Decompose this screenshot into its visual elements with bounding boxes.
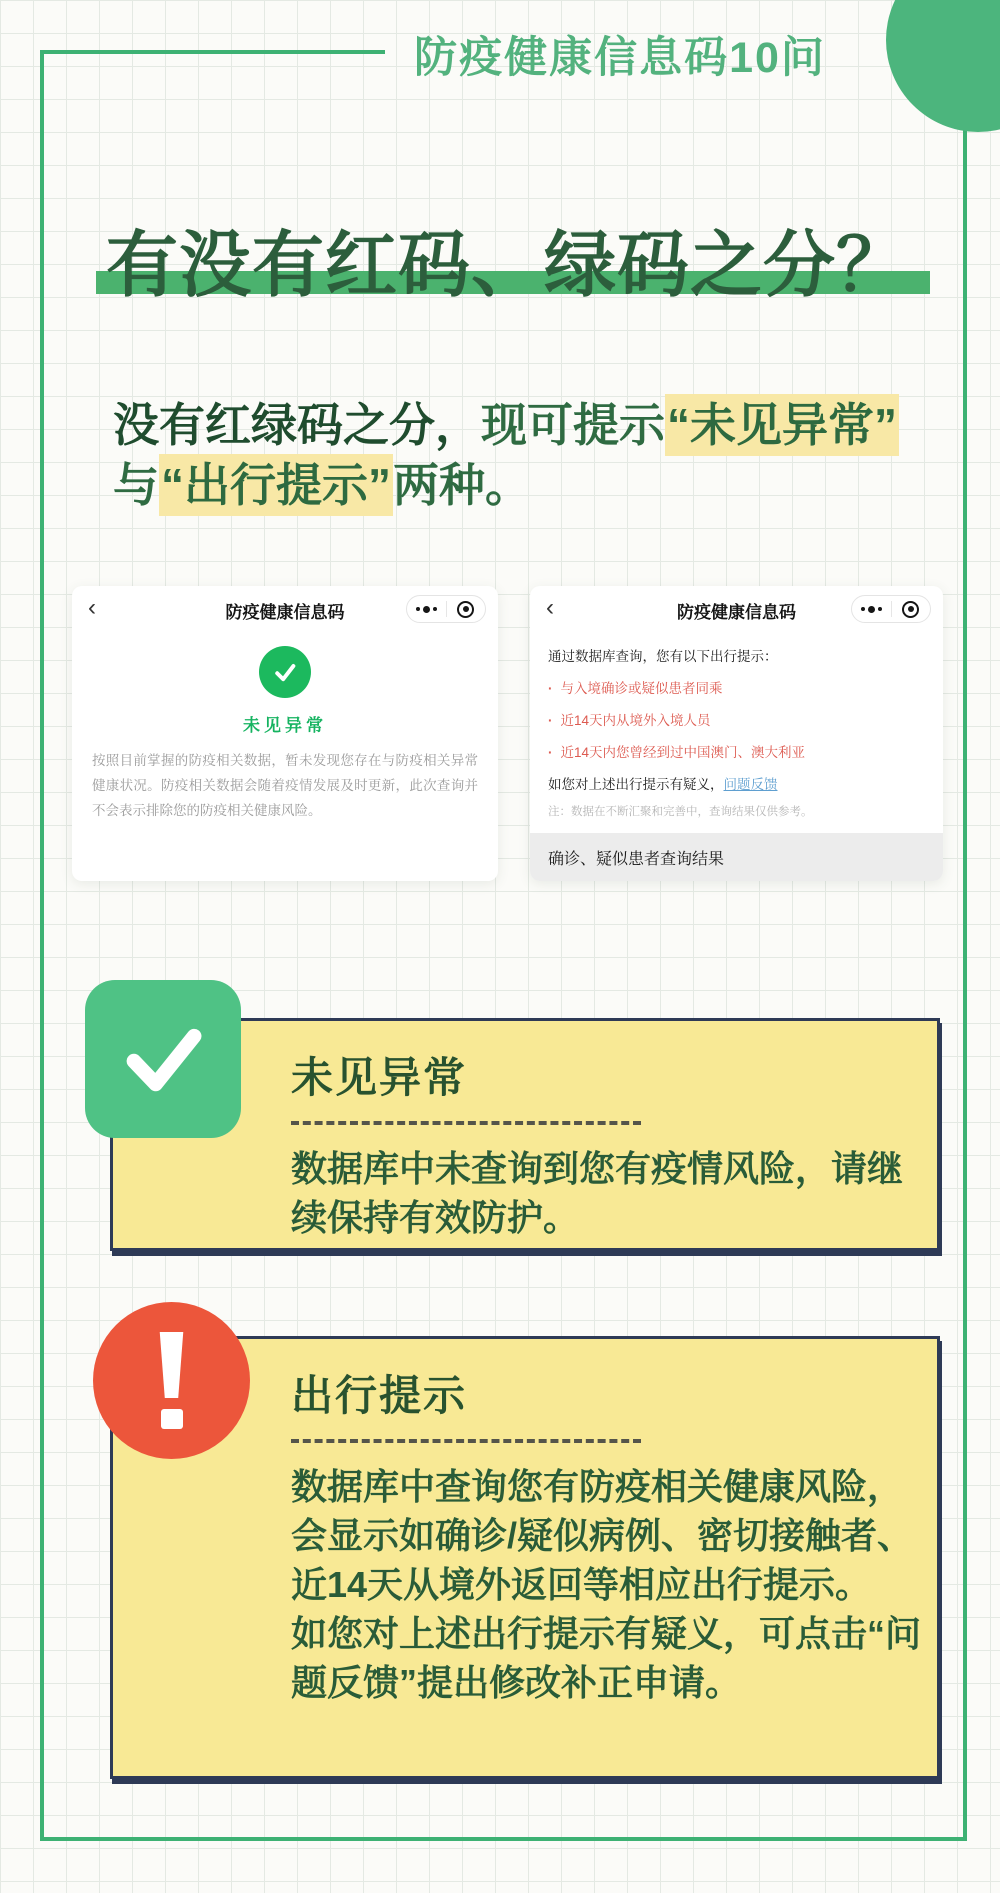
feedback-row xyxy=(548,773,925,793)
more-dots-icon xyxy=(416,606,437,613)
minimize-button[interactable] xyxy=(892,596,931,622)
phone-title: 防疫健康信息码 xyxy=(225,603,345,622)
intro-seg-2: 现可提示 xyxy=(481,399,665,451)
phone-header xyxy=(530,586,943,632)
intro-seg-1: 没有红绿码之分， xyxy=(113,399,481,451)
intro-seg-3: 与 xyxy=(113,459,159,511)
target-circle-icon xyxy=(902,601,919,618)
dashed-divider xyxy=(291,1439,641,1443)
alert-text: 近14天内从境外入境人员 xyxy=(560,713,711,728)
phone-header xyxy=(72,586,498,632)
more-button[interactable] xyxy=(407,596,446,622)
back-chevron-icon[interactable]: ‹ xyxy=(546,594,554,621)
checkmark-icon xyxy=(111,1007,215,1111)
alert-text: 近14天内您曾经到过中国澳门、澳大利亚 xyxy=(560,745,806,760)
minimize-button[interactable] xyxy=(447,596,486,622)
intro-highlight-2: “出行提示” xyxy=(159,454,393,516)
green-check-badge xyxy=(85,980,241,1138)
phone-status-label: 未见异常 xyxy=(243,716,327,735)
phone-screenshot-normal xyxy=(72,586,498,881)
disclaimer-note: 注：数据在不断汇聚和完善中，查询结果仅供参考。 xyxy=(548,806,813,818)
card-body-paragraph-2: 如您对上述出行提示有疑义，可点击“问题反馈”提出修改补正申请。 xyxy=(291,1612,922,1703)
card-title: 未见异常 xyxy=(291,1054,468,1101)
wechat-capsule xyxy=(851,595,931,623)
card-title: 出行提示 xyxy=(291,1372,468,1419)
alert-item xyxy=(548,741,925,761)
checkmark-icon xyxy=(270,657,300,687)
result-section-header: 确诊、疑似患者查询结果 xyxy=(530,833,943,881)
feedback-link[interactable]: 问题反馈 xyxy=(723,777,778,792)
status-ok-icon xyxy=(259,646,311,698)
exclamation-dot xyxy=(161,1409,183,1429)
card-body-paragraph-1: 数据库中查询您有防疫相关健康风险，会显示如确诊/疑似病例、密切接触者、近14天从境外返回等相应出行提示。 xyxy=(291,1466,914,1605)
more-dots-icon xyxy=(861,606,882,613)
target-circle-icon xyxy=(457,601,474,618)
red-exclamation-badge xyxy=(93,1302,250,1459)
bullet-dot: · xyxy=(548,681,553,696)
alert-item xyxy=(548,677,925,697)
exclamation-icon xyxy=(158,1332,186,1398)
bullet-dot: · xyxy=(548,713,553,728)
back-chevron-icon[interactable]: ‹ xyxy=(88,594,96,621)
alert-intro: 通过数据库查询，您有以下出行提示： xyxy=(548,649,778,664)
card-body xyxy=(291,1463,921,1708)
phone-status-description: 按照目前掌握的防疫相关数据，暂未发现您存在与防疫相关异常健康状况。防疫相关数据会随着疫情发展及时更新，此次查询并不会表示排除您的防疫相关健康风险。 xyxy=(92,753,478,818)
card-body: 数据库中未查询到您有疫情风险，请继续保持有效防护。 xyxy=(291,1148,904,1238)
wechat-capsule xyxy=(406,595,486,623)
poster-header: 防疫健康信息码10问 xyxy=(414,34,826,82)
intro-paragraph xyxy=(113,395,943,515)
intro-seg-4: 两种。 xyxy=(393,459,531,511)
feedback-text: 如您对上述出行提示有疑义， xyxy=(548,777,724,792)
page-title: 有没有红码、绿码之分？ xyxy=(106,226,910,306)
alert-item xyxy=(548,709,925,729)
bullet-dot: · xyxy=(548,745,553,760)
frame-top-line xyxy=(40,50,385,54)
dashed-divider xyxy=(291,1121,641,1125)
intro-highlight-1: “未见异常” xyxy=(665,394,899,456)
phone-screenshot-alert xyxy=(530,586,943,881)
phone-title: 防疫健康信息码 xyxy=(677,603,796,622)
more-button[interactable] xyxy=(852,596,891,622)
alert-text: 与入境确诊或疑似患者同乘 xyxy=(560,681,723,696)
